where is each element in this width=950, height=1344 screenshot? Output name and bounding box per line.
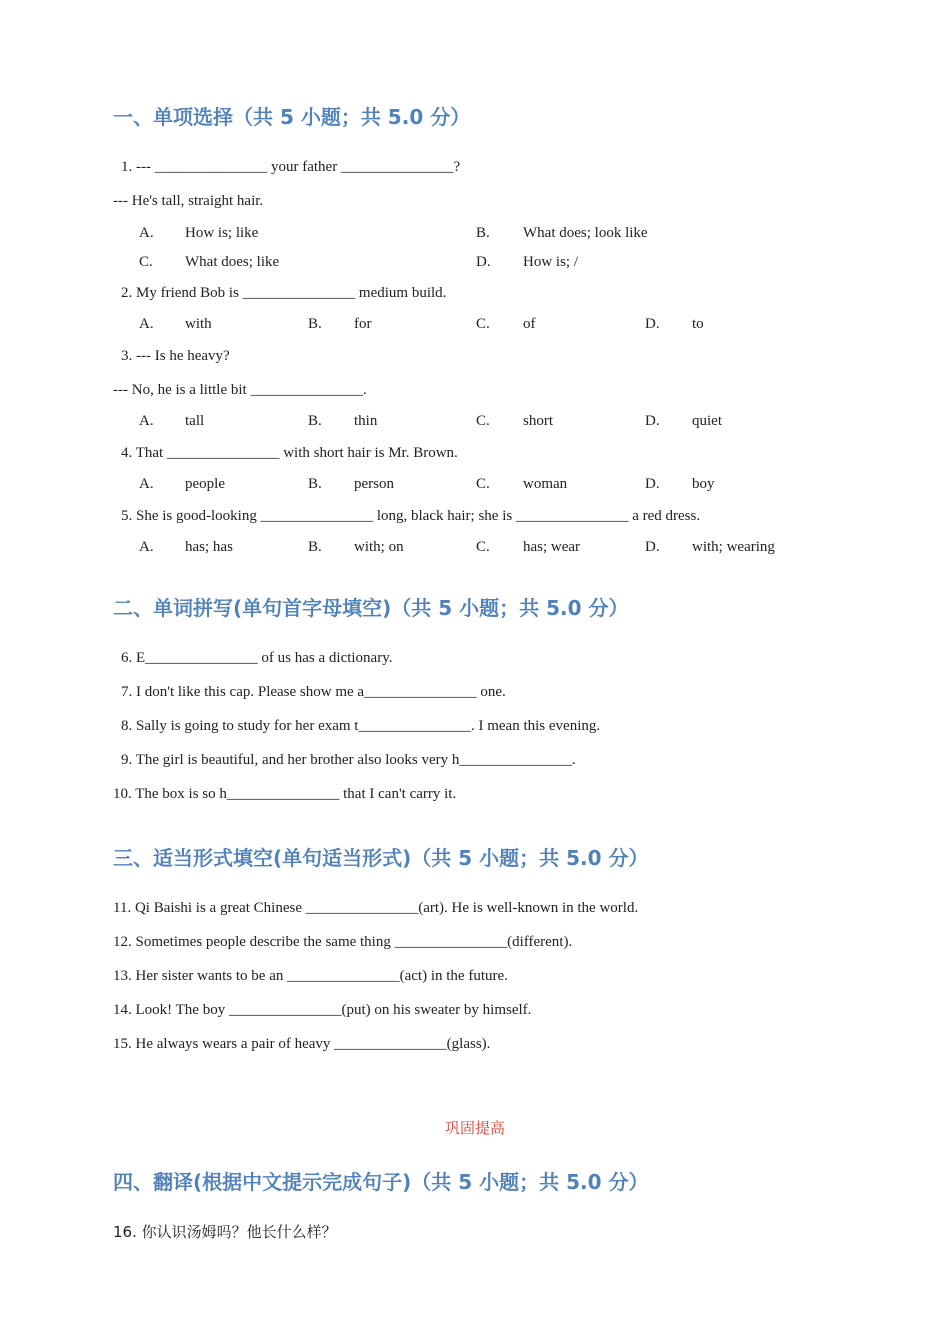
q4-option-c-letter: C. — [476, 476, 490, 492]
q2-option-c-letter: C. — [476, 316, 490, 332]
q1-option-b-text: What does; look like — [523, 225, 648, 241]
spelling-item-8: 8. Sally is going to study for her exam t_______________. I mean this evening. — [121, 718, 601, 734]
q5-option-d-letter: D. — [645, 539, 660, 555]
q2-option-d-text: to — [692, 316, 704, 332]
spelling-item-7: 7. I don't like this cap. Please show me a_______________ one. — [121, 684, 506, 700]
q1-option-d-text: How is; / — [523, 254, 579, 270]
question-2-text: 2. My friend Bob is _______________ medium build. — [121, 285, 447, 301]
q2-option-b-letter: B. — [308, 316, 322, 332]
question-1-text: 1. --- _______________ your father _______________? — [121, 159, 461, 175]
q3-option-c-text: short — [523, 413, 553, 429]
q5-option-c-text: has; wear — [523, 539, 581, 555]
q4-option-d-text: boy — [692, 476, 715, 492]
q4-option-c-text: woman — [523, 476, 568, 492]
q3-option-b-text: thin — [354, 413, 378, 429]
q4-option-b-text: person — [354, 476, 394, 492]
q3-option-d-letter: D. — [645, 413, 660, 429]
question-4-text: 4. That _______________ with short hair is Mr. Brown. — [121, 445, 458, 461]
section-1-title: 一、单项选择（共 5 小题；共 5.0 分） — [113, 105, 471, 129]
form-item-11: 11. Qi Baishi is a great Chinese _______________(art). He is well-known in the world. — [113, 900, 639, 916]
consolidation-subtitle: 巩固提高 — [444, 1119, 505, 1137]
q1-option-a-letter: A. — [139, 225, 154, 241]
q3-option-a-text: tall — [185, 413, 205, 429]
q1-option-c-text: What does; like — [185, 254, 280, 270]
section-3-title: 三、适当形式填空(单句适当形式)（共 5 小题；共 5.0 分） — [113, 846, 649, 870]
q3-option-d-text: quiet — [692, 413, 722, 429]
q5-option-b-letter: B. — [308, 539, 322, 555]
spelling-item-10: 10. The box is so h_______________ that I can't carry it. — [113, 786, 457, 802]
q2-option-d-letter: D. — [645, 316, 660, 332]
form-item-15: 15. He always wears a pair of heavy _______________(glass). — [113, 1036, 491, 1052]
question-1-response: --- He's tall, straight hair. — [113, 193, 264, 209]
spelling-item-9: 9. The girl is beautiful, and her brother also looks very h_______________. — [121, 752, 576, 768]
q2-option-a-letter: A. — [139, 316, 154, 332]
q4-option-a-text: people — [185, 476, 225, 492]
translation-item-16: 16. 你认识汤姆吗？他长什么样？ — [113, 1223, 337, 1241]
q3-option-b-letter: B. — [308, 413, 322, 429]
q5-option-c-letter: C. — [476, 539, 490, 555]
q4-option-b-letter: B. — [308, 476, 322, 492]
q3-option-a-letter: A. — [139, 413, 154, 429]
question-5-text: 5. She is good-looking _______________ long, black hair; she is _______________ a red dress. — [121, 508, 701, 524]
form-item-12: 12. Sometimes people describe the same thing _______________(different). — [113, 934, 573, 950]
section-4-title: 四、翻译(根据中文提示完成句子)（共 5 小题；共 5.0 分） — [113, 1170, 649, 1194]
q1-option-a-text: How is; like — [185, 225, 259, 241]
question-3-text: 3. --- Is he heavy? — [121, 348, 230, 364]
section-2-title: 二、单词拼写(单句首字母填空)（共 5 小题；共 5.0 分） — [113, 596, 629, 620]
q3-option-c-letter: C. — [476, 413, 490, 429]
spelling-item-6: 6. E_______________ of us has a dictionary. — [121, 650, 393, 666]
q5-option-a-text: has; has — [185, 539, 233, 555]
q4-option-a-letter: A. — [139, 476, 154, 492]
q4-option-d-letter: D. — [645, 476, 660, 492]
form-item-13: 13. Her sister wants to be an _______________(act) in the future. — [113, 968, 508, 984]
form-item-14: 14. Look! The boy _______________(put) on his sweater by himself. — [113, 1002, 532, 1018]
q5-option-a-letter: A. — [139, 539, 154, 555]
q2-option-b-text: for — [354, 316, 372, 332]
q1-option-b-letter: B. — [476, 225, 490, 241]
q2-option-a-text: with — [185, 316, 212, 332]
q2-option-c-text: of — [523, 316, 536, 332]
q1-option-d-letter: D. — [476, 254, 491, 270]
q5-option-b-text: with; on — [354, 539, 404, 555]
question-3-response: --- No, he is a little bit _______________. — [113, 382, 367, 398]
q1-option-c-letter: C. — [139, 254, 153, 270]
q5-option-d-text: with; wearing — [692, 539, 775, 555]
